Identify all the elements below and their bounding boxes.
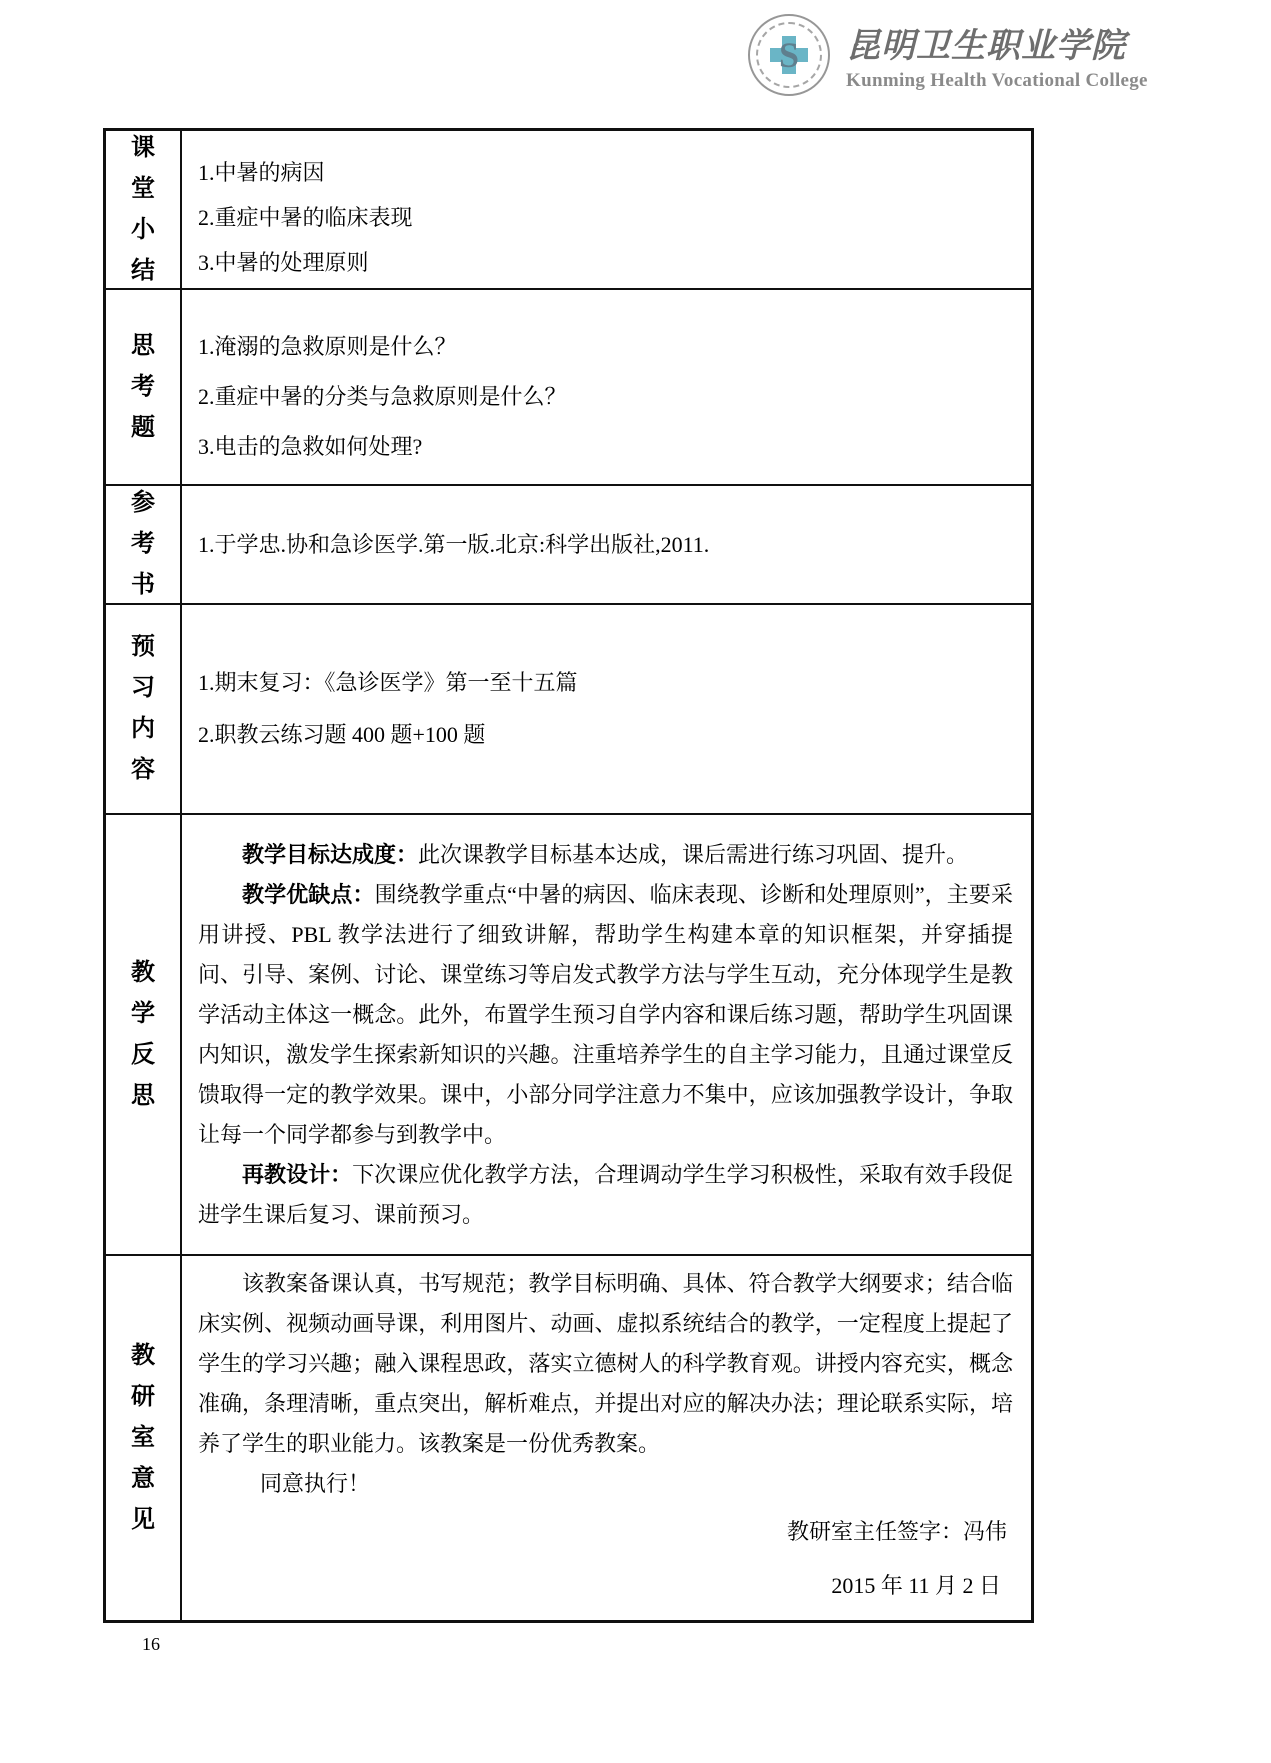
- reflection-paragraph-goal: [198, 835, 1013, 875]
- summary-item-1: 1.中暑的病因: [198, 160, 325, 185]
- table-row-office-opinion: [106, 1256, 1031, 1620]
- table-row-preview: [106, 605, 1031, 815]
- preview-content: [182, 605, 1031, 813]
- preview-item-1: 1.期末复习：《急诊医学》第一至十五篇: [198, 670, 578, 695]
- summary-item-2: 2.重症中暑的临床表现: [198, 205, 413, 230]
- snake-icon: S: [778, 35, 800, 75]
- row-label: 思考题: [131, 332, 155, 441]
- row-label: 课堂小结: [131, 134, 155, 284]
- row-header-references: [106, 486, 182, 603]
- row-header-preview: [106, 605, 182, 813]
- paragraph-text: 下次课应优化教学方法，合理调动学生学习积极性，采取有效手段促进学生课后复习、课前预习。: [198, 1162, 1013, 1227]
- row-header-reflection: [106, 815, 182, 1254]
- reflection-paragraph-pros-cons: [198, 875, 1013, 1155]
- lesson-plan-table: [103, 128, 1034, 1623]
- row-label: 参考书: [131, 490, 155, 598]
- college-seal-logo: [748, 14, 830, 96]
- question-item-1: 1.淹溺的急救原则是什么？: [198, 334, 457, 359]
- paragraph-text: 此次课教学目标基本达成，课后需进行练习巩固、提升。: [418, 842, 969, 867]
- row-header-questions: [106, 290, 182, 484]
- row-label: 预习内容: [131, 634, 155, 783]
- question-item-2: 2.重症中暑的分类与急救原则是什么？: [198, 384, 567, 409]
- table-row-references: [106, 486, 1031, 605]
- row-label: 教研室意见: [131, 1342, 155, 1533]
- reflection-content: [182, 815, 1031, 1254]
- approval-date: 2015 年 11 月 2 日: [831, 1573, 1001, 1598]
- reference-item-1: 1.于学忠.协和急诊医学.第一版.北京:科学出版社,2011.: [198, 531, 710, 557]
- approval-statement: 同意执行！: [260, 1471, 371, 1496]
- row-label: 教学反思: [131, 959, 155, 1109]
- class-summary-content: [182, 131, 1031, 288]
- college-name-zh: 昆明卫生职业学院: [846, 28, 1126, 65]
- office-opinion-content: [182, 1256, 1031, 1620]
- questions-content: [182, 290, 1031, 484]
- summary-item-3: 3.中暑的处理原则: [198, 250, 369, 275]
- director-signature: 教研室主任签字：冯伟: [786, 1519, 1007, 1544]
- table-row-reflection: [106, 815, 1031, 1256]
- paragraph-lead: 教学优缺点：: [242, 882, 375, 907]
- page-number: 16: [142, 1634, 160, 1654]
- references-content: [182, 486, 1031, 603]
- table-row-questions: [106, 290, 1031, 486]
- preview-item-2: 2.职教云练习题 400 题+100 题: [198, 722, 486, 747]
- row-header-office-opinion: [106, 1256, 182, 1620]
- college-header: [748, 14, 1148, 96]
- college-name-en: Kunming Health Vocational College: [846, 70, 1148, 91]
- row-header-class-summary: [106, 131, 182, 288]
- question-item-3: 3.电击的急救如何处理?: [198, 434, 423, 459]
- paragraph-lead: 再教设计：: [242, 1162, 353, 1187]
- college-titles: [846, 18, 1148, 92]
- table-row-class-summary: [106, 131, 1031, 290]
- reflection-paragraph-redesign: [198, 1155, 1013, 1235]
- paragraph-text: 围绕教学重点“中暑的病因、临床表现、诊断和处理原则”，主要采用讲授、PBL 教学法进行了细致讲解，帮助学生构建本章的知识框架，并穿插提问、引导、案例、讨论、课堂练习等启发式教学方法与学生互动，充分体现学生是教学活动主体这一概念。此外，布置学生预习自学内容和课后练习题，帮助学生巩固课内知识，激发学生探索新知识的兴趣。注重培养学生的自主学习能力，且通过课堂反馈取得一定的教学效果。课中，小部分同学注意力不集中，应该加强教学设计，争取让每一个同学都参与到教学中。: [198, 882, 1013, 1147]
- paragraph-lead: 教学目标达成度：: [242, 842, 419, 867]
- opinion-paragraph: 该教案备课认真，书写规范；教学目标明确、具体、符合教学大纲要求；结合临床实例、视频动画导课，利用图片、动画、虚拟系统结合的教学，一定程度上提起了学生的学习兴趣；融入课程思政，落实立德树人的科学教育观。讲授内容充实，概念准确，条理清晰，重点突出，解析难点，并提出对应的解决办法；理论联系实际，培养了学生的职业能力。该教案是一份优秀教案。: [198, 1271, 1013, 1456]
